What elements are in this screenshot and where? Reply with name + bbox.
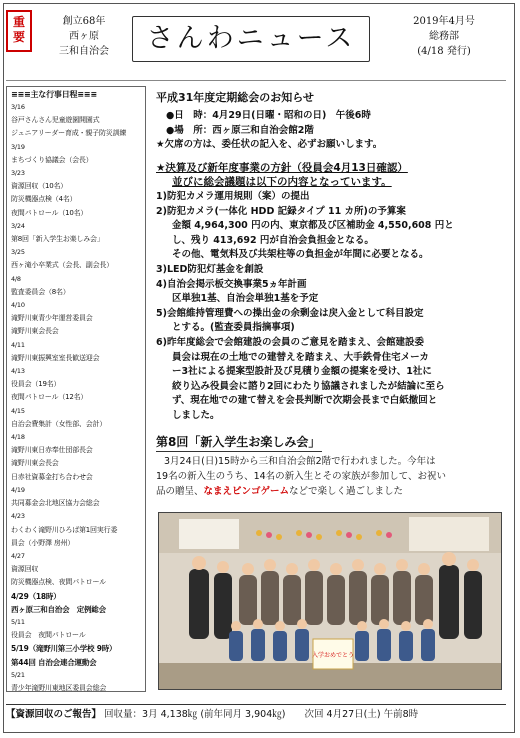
proxy-note: ★欠席の方は、委任状の記入を、必ずお願いします。 — [156, 139, 383, 151]
agenda-item: 1)防犯カメラ運用規則（案）の提出 — [156, 190, 310, 202]
schedule-entry: 防災機器点検（4名） — [11, 195, 77, 204]
schedule-entry: 監査委員会（8名） — [11, 287, 70, 296]
schedule-entry: 第8回「新入学生お楽しみ会」 — [11, 235, 104, 244]
schedule-entry: 滝野川東振興室室長歓送迎会 — [11, 353, 100, 362]
schedule-entry: 谷戸さんさん児童遊園開園式 — [11, 116, 100, 125]
meeting-place: ●場 所：西ヶ原三和自治会館2階 — [166, 124, 314, 136]
schedule-date: 4/10 — [11, 301, 25, 310]
schedule-date: 3/19 — [11, 142, 25, 151]
agenda-item: 区単独1基、自治会単独1基を予定 — [172, 293, 319, 305]
agenda-item: 4)自治会掲示板交換事業5ヵ年計画 — [156, 278, 307, 290]
event-section-title: 第8回「新入学生お楽しみ会」 — [156, 433, 322, 452]
schedule-entry: ジュニアリーダー育成・親子防災訓練 — [11, 129, 127, 138]
agenda-subtitle: 並びに総会議題は以下の内容となっています。 — [172, 176, 392, 189]
schedule-entry: 滝野川東日赤奉仕団部長会 — [11, 446, 93, 455]
schedule-entry: 滝野川東青少年運営委員会 — [11, 314, 93, 323]
schedule-entry: 日赤社資募金打ち合わせ会 — [11, 472, 93, 481]
org-line: 三和自治会 — [59, 46, 109, 57]
issue-line: 2019年4月号 — [413, 16, 475, 27]
agenda-item: 3)LED防犯灯基金を創設 — [156, 263, 264, 275]
schedule-date: 4/18 — [11, 433, 25, 442]
agenda-item: 金額 4,964,300 円の内、東京都及び区補助金 4,550,608 円と — [172, 220, 454, 232]
header — [6, 10, 506, 68]
schedule-entry: 資源回収 — [11, 565, 39, 574]
event-text-pre: 品の贈呈、 — [156, 485, 204, 497]
schedule-entry: 自治会費集計（女性部、会計） — [11, 419, 107, 428]
agenda-item: ず、現在地での建て替えを会長判断で次期会長まで白紙撤回と — [172, 395, 438, 407]
recycling-report — [6, 704, 506, 725]
schedule-date: 4/11 — [11, 340, 25, 349]
issue-line: 総務部 — [429, 31, 459, 42]
group-photo-illustration — [159, 513, 502, 690]
issue-line: (4/18 発行) — [417, 46, 471, 57]
schedule-date: 5/21 — [11, 670, 25, 679]
schedule-entry: わくわく滝野川ひろば第1回実行委 — [11, 525, 118, 534]
meeting-notice-title: 平成31年度定期総会のお知らせ — [156, 91, 314, 104]
meeting-date: ●日 時：4月29日(日曜・昭和の日) 午後6時 — [166, 110, 371, 121]
schedule-entry: 5/19（滝野川第三小学校 9時） — [11, 644, 117, 654]
schedule-date: 5/11 — [11, 617, 25, 626]
agenda-item: その他、電気料及び共架柱等の負担金が年間に必要となる。 — [172, 249, 429, 261]
schedule-date: 3/23 — [11, 169, 25, 178]
agenda-item: し、残り 413,692 円が自治会負担金となる。 — [172, 234, 374, 246]
agenda-item: 5)会館維持管理費への操出金の余剰金は戻入金として科目設定 — [156, 307, 424, 319]
schedule-entry: 役員会 夜間パトロール — [11, 631, 86, 640]
schedule-date: 3/24 — [11, 221, 25, 230]
bingo-highlight: なまえビンゴゲーム — [203, 485, 290, 497]
schedule-date: 4/23 — [11, 512, 25, 521]
header-rule — [6, 80, 506, 81]
agenda-items — [156, 190, 502, 424]
schedule-date: 4/13 — [11, 367, 25, 376]
agenda-item: 絞り込み役員会に諮り2回にわたり協議されましたが結論に至ら — [172, 380, 445, 392]
org-line: 創立68年 — [62, 16, 106, 27]
newsletter-title: さんわニュース — [132, 16, 370, 62]
schedule-entry: 滝野川東会長会 — [11, 459, 59, 468]
group-photo — [158, 512, 502, 690]
schedule-entry: 夜間パトロール（12名） — [11, 393, 88, 402]
agenda-item: 2)防犯カメラ(一体化 HDD 記録タイプ 11 カ所)の予算案 — [156, 205, 406, 217]
schedule-date: 3/25 — [11, 248, 25, 257]
event-text-line: 19名の新入生のうち、14名の新入生とその家族が参加して、お祝い — [156, 471, 446, 483]
schedule-date: 4/19 — [11, 485, 25, 494]
agenda-item: 6)昨年度総会で会館建設の会員のご意見を踏まえ、会館建設委 — [156, 336, 425, 348]
important-badge: 重要 — [6, 10, 32, 52]
schedule-entry: 西ヶ滝小卒業式（会長、副会長） — [11, 261, 113, 270]
event-text-line: 3月24日(日)15時から三和自治会館2階で行われました。今年は — [164, 456, 436, 468]
agenda-item: とする。(監査委員指摘事項) — [172, 322, 295, 334]
recycling-label: 【資源回収のご報告】 — [6, 709, 102, 720]
schedule-sidebar — [6, 86, 146, 692]
agenda-item: 員会は現在の土地での建替えを踏まえ、大手鉄骨住宅メーカ — [172, 351, 429, 363]
photo-banner-text: 入学おめでとう — [311, 652, 355, 659]
org-line: 西ヶ原 — [69, 31, 99, 42]
main-content — [156, 86, 502, 499]
schedule-entry: 防災機器点検、夜間パトロール — [11, 578, 106, 587]
event-text-post: などで楽しく過ごしました — [289, 485, 404, 497]
schedule-date: 4/8 — [11, 274, 21, 283]
organization-info — [40, 14, 128, 59]
agenda-item: しました。 — [172, 409, 220, 421]
schedule-date: 3/16 — [11, 103, 25, 111]
agenda-title: ★決算及び新年度事業の方針（役員会4月13日確認） — [156, 161, 408, 174]
schedule-entry: 共同募金会北地区協力会総会 — [11, 499, 100, 508]
schedule-title: ≡≡≡主な行事日程≡≡≡ — [11, 90, 97, 99]
schedule-entry: 夜間パトロール（10名） — [11, 208, 88, 217]
recycling-amount: 回収量：3月 4,138㎏ (前年同月 3,904㎏) — [104, 709, 286, 720]
schedule-list — [11, 101, 141, 695]
schedule-entry: 第44回 自治会連合運動会 — [11, 657, 97, 667]
schedule-entry: 西ヶ原三和自治会 定例総会 — [11, 604, 106, 614]
schedule-entry: まちづくり協議会（会長） — [11, 155, 93, 164]
next-collection: 次回 4月27日(土) 午前8時 — [304, 709, 419, 720]
schedule-date: 4/27 — [11, 551, 25, 560]
schedule-entry: 青少年滝野川東地区委員会総会 — [11, 683, 107, 692]
event-section-title-wrap — [156, 431, 502, 452]
issue-info — [382, 14, 506, 59]
schedule-date: 4/15 — [11, 406, 25, 415]
schedule-entry: 4/29（18時） — [11, 591, 61, 601]
event-text-line — [156, 485, 502, 500]
schedule-entry: 滝野川東会長会 — [11, 327, 59, 336]
agenda-item: ー3社による提案型設計及び見積り金額の提案を受け、1社に — [172, 366, 432, 378]
schedule-entry: 資源回収（10名） — [11, 182, 68, 191]
schedule-entry: 員会（小野澤 房州） — [11, 538, 75, 547]
schedule-entry: 役員会（19名） — [11, 380, 61, 389]
